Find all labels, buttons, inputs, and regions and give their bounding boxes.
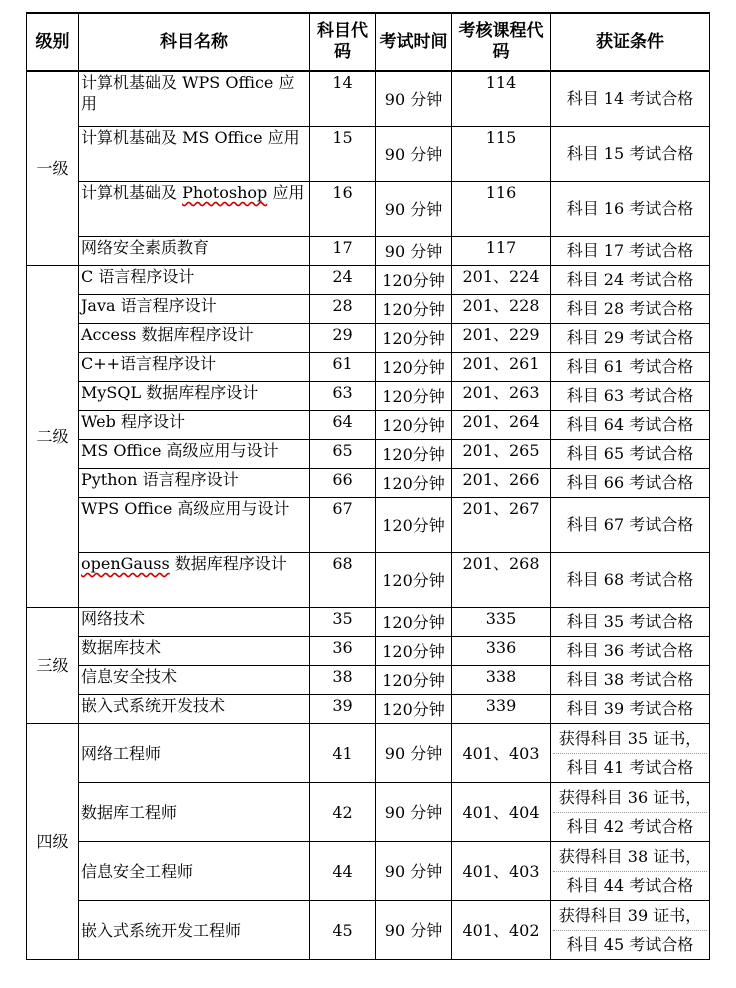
course-code-cell: 339 bbox=[452, 695, 551, 724]
condition-line: 科目 14 考试合格 bbox=[566, 89, 694, 108]
subject-code-cell: 36 bbox=[310, 637, 376, 666]
level-cell: 三级 bbox=[27, 608, 79, 724]
certificate-condition-cell bbox=[551, 553, 710, 608]
exam-time-cell: 120分钟 bbox=[376, 266, 452, 295]
certificate-condition-cell bbox=[551, 842, 710, 901]
certificate-condition-cell bbox=[551, 608, 710, 637]
certificate-condition-cell bbox=[551, 901, 710, 960]
certificate-condition-cell bbox=[551, 411, 710, 440]
exam-time-cell: 90 分钟 bbox=[376, 182, 452, 237]
subject-name-cell: 计算机基础及 WPS Office 应用 bbox=[79, 71, 310, 127]
subject-code-cell: 41 bbox=[310, 724, 376, 783]
header-subject-code: 科目代码 bbox=[310, 13, 376, 71]
table-row bbox=[27, 901, 710, 960]
subject-code-cell: 44 bbox=[310, 842, 376, 901]
exam-time-cell: 90 分钟 bbox=[376, 237, 452, 266]
subject-code-cell: 17 bbox=[310, 237, 376, 266]
condition-line: 科目 45 考试合格 bbox=[553, 930, 707, 959]
condition-line: 获得科目 36 证书， bbox=[558, 787, 702, 807]
table-row bbox=[27, 237, 710, 266]
certificate-condition-cell bbox=[551, 324, 710, 353]
condition-line: 科目 42 考试合格 bbox=[553, 812, 707, 841]
subject-code-cell: 14 bbox=[310, 71, 376, 127]
condition-line: 科目 65 考试合格 bbox=[566, 444, 694, 463]
header-subject-name: 科目名称 bbox=[79, 13, 310, 71]
spellcheck-underlined-word: Photoshop bbox=[182, 183, 268, 202]
condition-line: 获得科目 35 证书， bbox=[558, 728, 702, 748]
exam-time-cell: 120分钟 bbox=[376, 553, 452, 608]
table-row bbox=[27, 382, 710, 411]
level-cell: 一级 bbox=[27, 71, 79, 266]
subject-code-cell: 68 bbox=[310, 553, 376, 608]
subject-code-cell: 42 bbox=[310, 783, 376, 842]
course-code-cell: 201、266 bbox=[452, 469, 551, 498]
certificate-condition-cell bbox=[551, 498, 710, 553]
certificate-condition-cell bbox=[551, 666, 710, 695]
table-row bbox=[27, 666, 710, 695]
certificate-condition-cell bbox=[551, 783, 710, 842]
subject-name-cell: WPS Office 高级应用与设计 bbox=[79, 498, 310, 553]
certificate-condition-cell bbox=[551, 382, 710, 411]
certificate-condition-cell bbox=[551, 695, 710, 724]
table-row bbox=[27, 127, 710, 182]
condition-line: 科目 35 考试合格 bbox=[566, 612, 694, 631]
subject-name-cell: 网络安全素质教育 bbox=[79, 237, 310, 266]
course-code-cell: 116 bbox=[452, 182, 551, 237]
table-row bbox=[27, 353, 710, 382]
course-code-cell: 201、267 bbox=[452, 498, 551, 553]
exam-time-cell: 120分钟 bbox=[376, 411, 452, 440]
subject-name-cell: Access 数据库程序设计 bbox=[79, 324, 310, 353]
table-row bbox=[27, 498, 710, 553]
subject-code-cell: 29 bbox=[310, 324, 376, 353]
condition-line: 科目 28 考试合格 bbox=[566, 299, 694, 318]
subject-name-cell: MySQL 数据库程序设计 bbox=[79, 382, 310, 411]
exam-time-cell: 120分钟 bbox=[376, 353, 452, 382]
course-code-cell: 401、402 bbox=[452, 901, 551, 960]
table-row bbox=[27, 440, 710, 469]
course-code-cell: 338 bbox=[452, 666, 551, 695]
condition-line: 科目 66 考试合格 bbox=[566, 473, 694, 492]
subject-code-cell: 45 bbox=[310, 901, 376, 960]
certificate-condition-cell bbox=[551, 353, 710, 382]
condition-line: 科目 67 考试合格 bbox=[566, 515, 694, 534]
exam-time-cell: 120分钟 bbox=[376, 637, 452, 666]
subject-name-cell: 数据库工程师 bbox=[79, 783, 310, 842]
condition-line: 科目 44 考试合格 bbox=[553, 871, 707, 900]
condition-line: 科目 64 考试合格 bbox=[566, 415, 694, 434]
table-row bbox=[27, 783, 710, 842]
course-code-cell: 201、268 bbox=[452, 553, 551, 608]
subject-code-cell: 66 bbox=[310, 469, 376, 498]
subject-code-cell: 15 bbox=[310, 127, 376, 182]
course-code-cell: 201、261 bbox=[452, 353, 551, 382]
exam-time-cell: 90 分钟 bbox=[376, 71, 452, 127]
subject-name-cell: Python 语言程序设计 bbox=[79, 469, 310, 498]
subject-code-cell: 64 bbox=[310, 411, 376, 440]
exam-time-cell: 120分钟 bbox=[376, 498, 452, 553]
table-row bbox=[27, 695, 710, 724]
subject-name-cell: 网络技术 bbox=[79, 608, 310, 637]
course-code-cell: 335 bbox=[452, 608, 551, 637]
course-code-cell: 115 bbox=[452, 127, 551, 182]
subject-name-cell: Java 语言程序设计 bbox=[79, 295, 310, 324]
subject-code-cell: 61 bbox=[310, 353, 376, 382]
subject-code-cell: 35 bbox=[310, 608, 376, 637]
subject-code-cell: 16 bbox=[310, 182, 376, 237]
table-row bbox=[27, 266, 710, 295]
course-code-cell: 201、224 bbox=[452, 266, 551, 295]
condition-line: 获得科目 38 证书， bbox=[558, 846, 702, 866]
subject-name-cell: 网络工程师 bbox=[79, 724, 310, 783]
course-code-cell: 401、403 bbox=[452, 842, 551, 901]
course-code-cell: 401、403 bbox=[452, 724, 551, 783]
condition-line: 科目 29 考试合格 bbox=[566, 328, 694, 347]
exam-time-cell: 120分钟 bbox=[376, 295, 452, 324]
course-code-cell: 117 bbox=[452, 237, 551, 266]
table-row bbox=[27, 411, 710, 440]
exam-time-cell: 120分钟 bbox=[376, 440, 452, 469]
certificate-condition-cell bbox=[551, 237, 710, 266]
table-row bbox=[27, 553, 710, 608]
condition-line: 科目 36 考试合格 bbox=[566, 641, 694, 660]
course-code-cell: 114 bbox=[452, 71, 551, 127]
exam-time-cell: 120分钟 bbox=[376, 324, 452, 353]
header-certificate-condition: 获证条件 bbox=[551, 13, 710, 71]
level-cell: 四级 bbox=[27, 724, 79, 960]
exam-time-cell: 120分钟 bbox=[376, 382, 452, 411]
certificate-condition-cell bbox=[551, 440, 710, 469]
exam-time-cell: 90 分钟 bbox=[376, 724, 452, 783]
condition-line: 科目 61 考试合格 bbox=[566, 357, 694, 376]
header-row bbox=[27, 13, 710, 71]
course-code-cell: 401、404 bbox=[452, 783, 551, 842]
subject-code-cell: 67 bbox=[310, 498, 376, 553]
course-code-cell: 201、265 bbox=[452, 440, 551, 469]
subject-name-cell: MS Office 高级应用与设计 bbox=[79, 440, 310, 469]
level-cell: 二级 bbox=[27, 266, 79, 608]
table-row bbox=[27, 71, 710, 127]
table-row bbox=[27, 182, 710, 237]
exam-time-cell: 90 分钟 bbox=[376, 783, 452, 842]
subject-name-cell: 数据库技术 bbox=[79, 637, 310, 666]
course-code-cell: 201、263 bbox=[452, 382, 551, 411]
subject-code-cell: 65 bbox=[310, 440, 376, 469]
condition-line: 科目 63 考试合格 bbox=[566, 386, 694, 405]
condition-line: 科目 41 考试合格 bbox=[553, 753, 707, 782]
course-code-cell: 201、228 bbox=[452, 295, 551, 324]
subject-name-cell: 信息安全技术 bbox=[79, 666, 310, 695]
subject-name-cell: Web 程序设计 bbox=[79, 411, 310, 440]
subject-code-cell: 38 bbox=[310, 666, 376, 695]
header-level: 级别 bbox=[27, 13, 79, 71]
table-row bbox=[27, 724, 710, 783]
exam-time-cell: 90 分钟 bbox=[376, 127, 452, 182]
condition-line: 科目 17 考试合格 bbox=[566, 241, 694, 260]
subject-name-cell: C++语言程序设计 bbox=[79, 353, 310, 382]
table-row bbox=[27, 324, 710, 353]
condition-line: 科目 38 考试合格 bbox=[566, 670, 694, 689]
table-row bbox=[27, 842, 710, 901]
subject-name-cell: C 语言程序设计 bbox=[79, 266, 310, 295]
course-code-cell: 201、229 bbox=[452, 324, 551, 353]
exam-time-cell: 90 分钟 bbox=[376, 901, 452, 960]
condition-line: 科目 39 考试合格 bbox=[566, 699, 694, 718]
subject-name-cell: 嵌入式系统开发技术 bbox=[79, 695, 310, 724]
table-row bbox=[27, 637, 710, 666]
certificate-condition-cell bbox=[551, 266, 710, 295]
subject-code-cell: 24 bbox=[310, 266, 376, 295]
certificate-condition-cell bbox=[551, 637, 710, 666]
course-code-cell: 201、264 bbox=[452, 411, 551, 440]
subject-name-cell: 信息安全工程师 bbox=[79, 842, 310, 901]
condition-line: 科目 15 考试合格 bbox=[566, 144, 694, 163]
subject-name-cell: 计算机基础及 MS Office 应用 bbox=[79, 127, 310, 182]
certificate-condition-cell bbox=[551, 469, 710, 498]
exam-subjects-table bbox=[26, 12, 710, 960]
table-row bbox=[27, 608, 710, 637]
subject-name-cell: openGauss 数据库程序设计 bbox=[79, 553, 310, 608]
condition-line: 科目 24 考试合格 bbox=[566, 270, 694, 289]
course-code-cell: 336 bbox=[452, 637, 551, 666]
certificate-condition-cell bbox=[551, 295, 710, 324]
exam-time-cell: 120分钟 bbox=[376, 695, 452, 724]
exam-time-cell: 120分钟 bbox=[376, 666, 452, 695]
subject-code-cell: 39 bbox=[310, 695, 376, 724]
condition-line: 科目 68 考试合格 bbox=[566, 570, 694, 589]
subject-name-cell: 计算机基础及 Photoshop 应用 bbox=[79, 182, 310, 237]
subject-name-cell: 嵌入式系统开发工程师 bbox=[79, 901, 310, 960]
header-exam-time: 考试时间 bbox=[376, 13, 452, 71]
certificate-condition-cell bbox=[551, 71, 710, 127]
condition-line: 科目 16 考试合格 bbox=[566, 199, 694, 218]
certificate-condition-cell bbox=[551, 127, 710, 182]
table-header bbox=[27, 13, 710, 71]
exam-time-cell: 90 分钟 bbox=[376, 842, 452, 901]
table-body bbox=[27, 71, 710, 960]
condition-line: 获得科目 39 证书， bbox=[558, 905, 702, 925]
subject-code-cell: 63 bbox=[310, 382, 376, 411]
spellcheck-underlined-word: openGauss bbox=[81, 554, 170, 573]
subject-code-cell: 28 bbox=[310, 295, 376, 324]
exam-time-cell: 120分钟 bbox=[376, 469, 452, 498]
table-row bbox=[27, 469, 710, 498]
certificate-condition-cell bbox=[551, 182, 710, 237]
certificate-condition-cell bbox=[551, 724, 710, 783]
header-course-code: 考核课程代码 bbox=[452, 13, 551, 71]
table-row bbox=[27, 295, 710, 324]
exam-time-cell: 120分钟 bbox=[376, 608, 452, 637]
